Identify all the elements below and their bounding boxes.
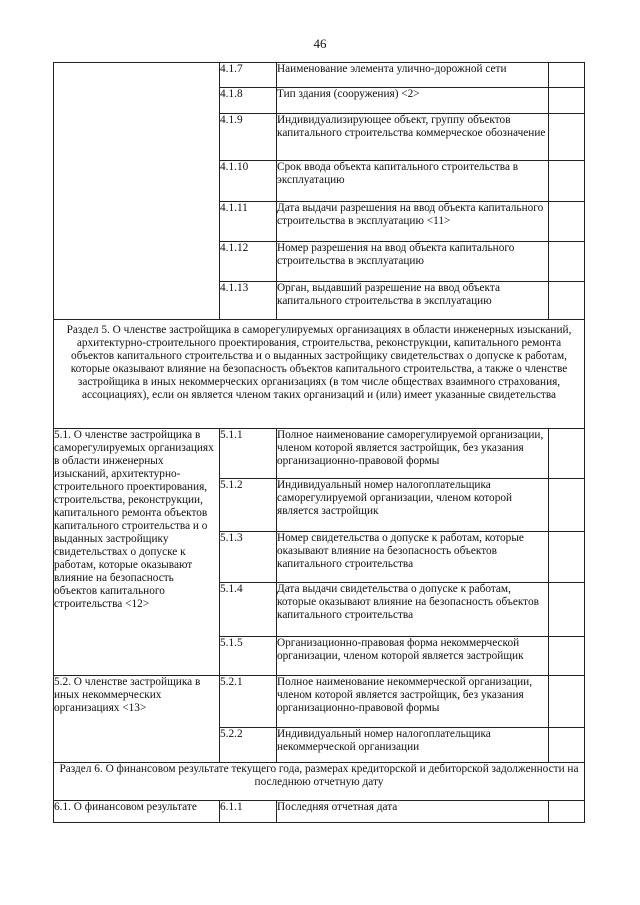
row-description: Наименование элемента улично-дорожной сети xyxy=(277,63,549,88)
page-number: 46 xyxy=(313,36,327,51)
table-row xyxy=(54,429,585,479)
row-code: 6.1.1 xyxy=(220,801,277,823)
row-description: Срок ввода объекта капитального строительства в эксплуатацию xyxy=(277,161,549,202)
value-cell xyxy=(549,282,585,320)
table-row xyxy=(54,801,585,823)
row-code: 5.1.5 xyxy=(220,637,277,676)
row-description: Номер разрешения на ввод объекта капитального строительства в эксплуатацию xyxy=(277,242,549,282)
value-cell xyxy=(549,63,585,88)
value-cell xyxy=(549,637,585,676)
row-code: 4.1.12 xyxy=(220,242,277,282)
row-code: 4.1.10 xyxy=(220,161,277,202)
row-code: 5.2.1 xyxy=(220,676,277,728)
disclosure-table xyxy=(53,62,585,823)
row-description: Индивидуальный номер налогоплательщика саморегулируемой организации, членом которой является застройщик xyxy=(277,479,549,532)
row-description: Тип здания (сооружения) <2> xyxy=(277,88,549,114)
value-cell xyxy=(549,242,585,282)
row-code: 4.1.9 xyxy=(220,114,277,161)
section-heading-row xyxy=(54,320,585,429)
row-code: 5.1.1 xyxy=(220,429,277,479)
section-6-title: Раздел 6. О финансовом результате текущего года, размерах кредиторской и дебиторской задолженности на последнюю отчетную дату xyxy=(54,763,585,801)
value-cell xyxy=(549,801,585,823)
group-label-6-1: 6.1. О финансовом результате xyxy=(54,801,220,823)
row-code: 4.1.11 xyxy=(220,202,277,242)
row-description: Дата выдачи разрешения на ввод объекта капитального строительства в эксплуатацию <11> xyxy=(277,202,549,242)
row-code: 4.1.7 xyxy=(220,63,277,88)
row-code: 5.1.2 xyxy=(220,479,277,532)
group-label-5-1: 5.1. О членстве застройщика в саморегулируемых организациях в области инженерных изысканий, архитектурно-строительного проектирования, строительства, реконструкции, капитального ремонта объектов капитального строительства и о выданных застройщику свидетельствах о допуске к работам, которые оказывают влияние на безопасность объектов капитального строительства <12> xyxy=(54,429,220,676)
table-row xyxy=(54,63,585,88)
row-code: 5.2.2 xyxy=(220,728,277,763)
value-cell xyxy=(549,728,585,763)
section-5-title: Раздел 5. О членстве застройщика в саморегулируемых организациях в области инженерных изысканий, архитектурно-строительного проектирования, строительства, реконструкции, капитального ремонта объектов капитального строительства и о выданных застройщику свидетельствах о допуске к работам, которые оказывают влияние на безопасность объектов капитального строительства, а также о членстве застройщика в иных некоммерческих организациях (в том числе обществах взаимного страхования, ассоциациях), если он является членом таких организаций и (или) имеет указанные свидетельства xyxy=(54,320,585,429)
row-description: Полное наименование саморегулируемой организации, членом которой является застройщик, без указания организационно-правовой формы xyxy=(277,429,549,479)
row-description: Полное наименование некоммерческой организации, членом которой является застройщик, без указания организационно-правовой формы xyxy=(277,676,549,728)
group-label-cell xyxy=(54,63,220,320)
value-cell xyxy=(549,479,585,532)
row-code: 5.1.4 xyxy=(220,583,277,637)
value-cell xyxy=(549,429,585,479)
table-row xyxy=(54,676,585,728)
value-cell xyxy=(549,676,585,728)
row-code: 5.1.3 xyxy=(220,532,277,583)
row-description: Орган, выдавший разрешение на ввод объекта капитального строительства в эксплуатацию xyxy=(277,282,549,320)
row-description: Организационно-правовая форма некоммерческой организации, членом которой является застройщик xyxy=(277,637,549,676)
row-description: Дата выдачи свидетельства о допуске к работам, которые оказывают влияние на безопасность объектов капитального строительства xyxy=(277,583,549,637)
row-description: Последняя отчетная дата xyxy=(277,801,549,823)
row-description: Индивидуализирующее объект, группу объектов капитального строительства коммерческое обозначение xyxy=(277,114,549,161)
value-cell xyxy=(549,202,585,242)
value-cell xyxy=(549,583,585,637)
value-cell xyxy=(549,114,585,161)
value-cell xyxy=(549,161,585,202)
row-description: Номер свидетельства о допуске к работам, которые оказывают влияние на безопасность объектов капитального строительства xyxy=(277,532,549,583)
row-code: 4.1.8 xyxy=(220,88,277,114)
group-label-5-2: 5.2. О членстве застройщика в иных некоммерческих организациях <13> xyxy=(54,676,220,763)
value-cell xyxy=(549,532,585,583)
section-heading-row xyxy=(54,763,585,801)
row-description: Индивидуальный номер налогоплательщика некоммерческой организации xyxy=(277,728,549,763)
row-code: 4.1.13 xyxy=(220,282,277,320)
value-cell xyxy=(549,88,585,114)
